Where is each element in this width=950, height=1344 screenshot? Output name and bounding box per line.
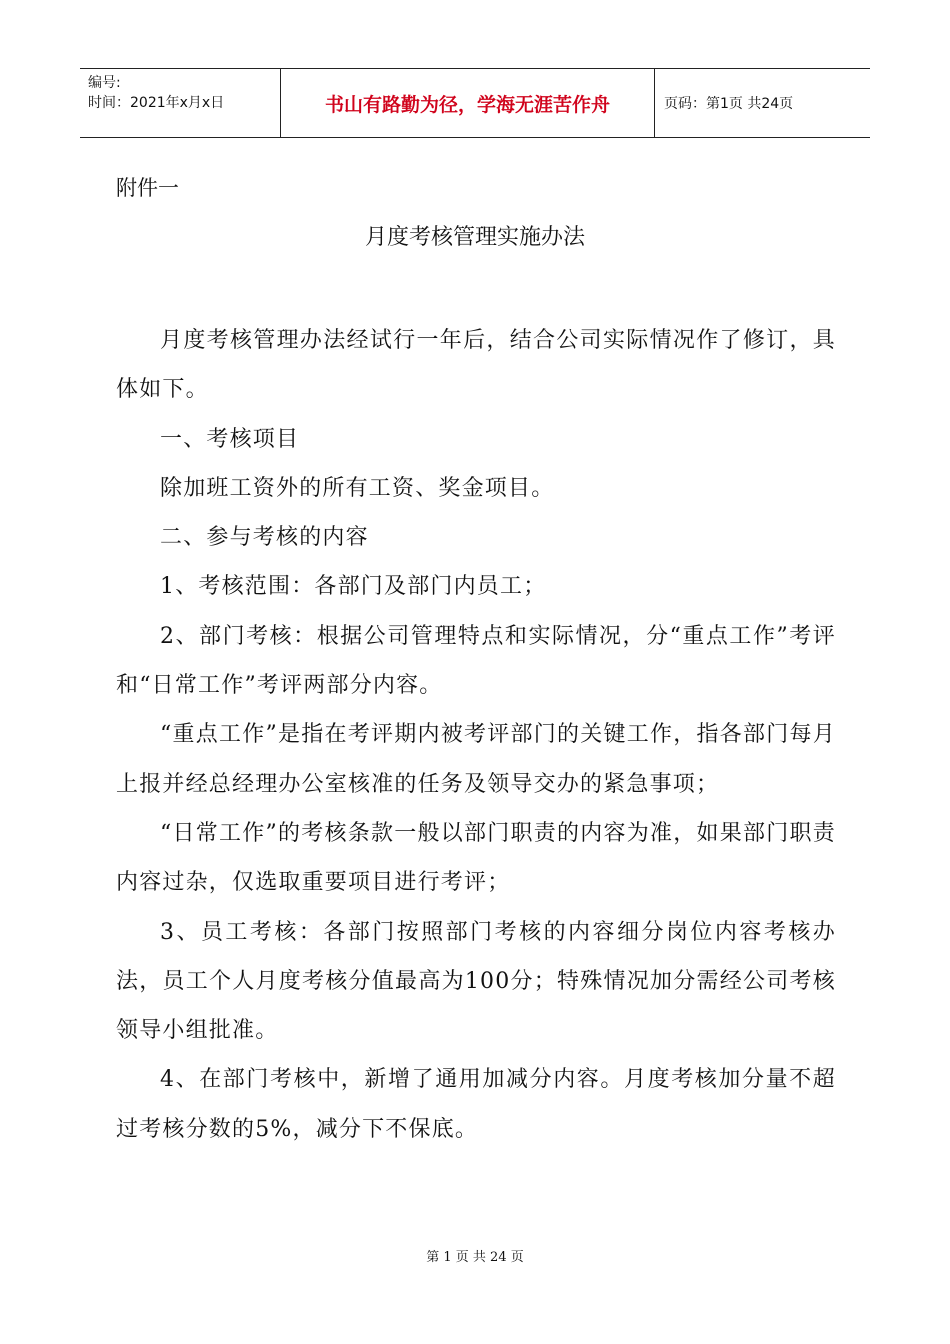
time-label: 时间：2021年x月x日 — [88, 95, 225, 111]
paragraph: 除加班工资外的所有工资、奖金项目。 — [160, 475, 555, 501]
header-divider — [654, 69, 655, 137]
section-heading: 一、考核项目 — [160, 426, 300, 452]
document-title: 月度考核管理实施办法 — [364, 225, 585, 250]
header-page-info: 页码：第1页 共24页 — [664, 96, 794, 112]
paragraph: 3、员工考核：各部门按照部门考核的内容细分岗位内容考核办法，员工个人月度考核分值最高为100分；特殊情况加分需经公司考核领导小组批准。 — [116, 919, 836, 1044]
number-label: 编号: — [88, 75, 121, 91]
document-header — [80, 68, 870, 138]
page-footer: 第 1 页 共 24 页 — [426, 1250, 524, 1265]
header-left-cell — [88, 73, 284, 113]
paragraph: 月度考核管理办法经试行一年后，结合公司实际情况作了修订，具体如下。 — [116, 328, 836, 403]
document-body — [116, 316, 836, 1154]
section-heading: 二、参与考核的内容 — [160, 525, 369, 551]
paragraph: 2、部门考核：根据公司管理特点和实际情况，分“重点工作”考评和“日常工作”考评两部分内容。 — [116, 623, 836, 699]
paragraph: 4、在部门考核中，新增了通用加减分内容。月度考核加分量不超过考核分数的5%，减分下不保底。 — [116, 1067, 836, 1142]
paragraph: “重点工作”是指在考评期内被考评部门的关键工作，指各部门每月上报并经总经理办公室核准的任务及领导交办的紧急事项； — [116, 722, 836, 797]
attachment-label: 附件一 — [116, 176, 179, 200]
paragraph: “日常工作”的考核条款一般以部门职责的内容为准，如果部门职责内容过杂，仅选取重要项目进行考评； — [116, 820, 836, 896]
paragraph: 1、考核范围：各部门及部门内员工； — [160, 574, 547, 600]
motto: 书山有路勤为径，学海无涯苦作舟 — [324, 93, 610, 116]
